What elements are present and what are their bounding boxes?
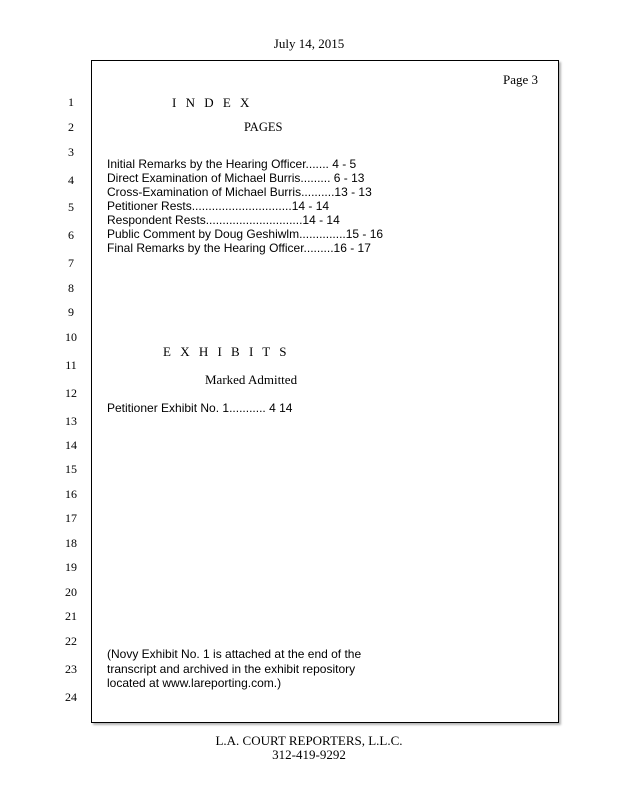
line-number: 7	[68, 256, 74, 270]
note-line: located at www.lareporting.com.)	[107, 676, 282, 690]
exhibits-columns-heading: Marked Admitted	[205, 372, 298, 387]
line-number: 6	[68, 228, 74, 242]
line-number: 18	[65, 536, 77, 550]
line-number: 10	[65, 330, 77, 344]
index-entry: Respondent Rests.............................14 - 14	[107, 213, 340, 227]
index-entry: Final Remarks by the Hearing Officer.........16 - 17	[107, 241, 371, 255]
line-number: 23	[65, 662, 77, 676]
line-number: 12	[65, 386, 77, 400]
line-number: 3	[68, 145, 74, 159]
index-entry: Cross-Examination of Michael Burris..........13 - 13	[107, 185, 372, 199]
note-line: (Novy Exhibit No. 1 is attached at the end of the	[107, 647, 362, 661]
transcript-date: July 14, 2015	[273, 36, 345, 51]
line-number: 16	[65, 487, 77, 501]
exhibit-note	[107, 647, 361, 691]
line-number: 9	[68, 305, 74, 319]
line-number: 19	[65, 560, 77, 574]
exhibits-title: E X H I B I T S	[163, 344, 290, 359]
line-number: 24	[65, 690, 77, 704]
line-number: 5	[68, 200, 74, 214]
line-number: 15	[65, 462, 77, 476]
line-number: 14	[65, 438, 77, 452]
line-number: 20	[65, 585, 77, 599]
line-number: 21	[65, 609, 77, 623]
index-entry: Initial Remarks by the Hearing Officer....... 4 - 5	[107, 157, 357, 171]
index-title: I N D E X	[172, 95, 253, 110]
line-number: 1	[68, 95, 74, 109]
index-entries	[107, 157, 383, 255]
exhibit-row: Petitioner Exhibit No. 1........... 4 14	[107, 401, 293, 415]
line-number: 2	[68, 120, 74, 134]
page-number: Page 3	[503, 72, 539, 87]
line-number: 13	[65, 414, 77, 428]
line-number: 4	[68, 173, 74, 187]
pages-heading: PAGES	[244, 120, 283, 134]
footer-phone: 312-419-9292	[272, 747, 346, 762]
line-number: 11	[65, 358, 77, 372]
index-entry: Petitioner Rests..............................14 - 14	[107, 199, 330, 213]
note-line: transcript and archived in the exhibit repository	[107, 661, 356, 676]
line-number: 8	[68, 281, 74, 295]
footer-company: L.A. COURT REPORTERS, L.L.C.	[215, 733, 403, 748]
line-number: 17	[65, 511, 77, 525]
index-entry: Public Comment by Doug Geshiwlm..............15 - 16	[107, 227, 384, 241]
index-entry: Direct Examination of Michael Burris......... 6 - 13	[107, 171, 365, 185]
line-number: 22	[65, 634, 77, 648]
